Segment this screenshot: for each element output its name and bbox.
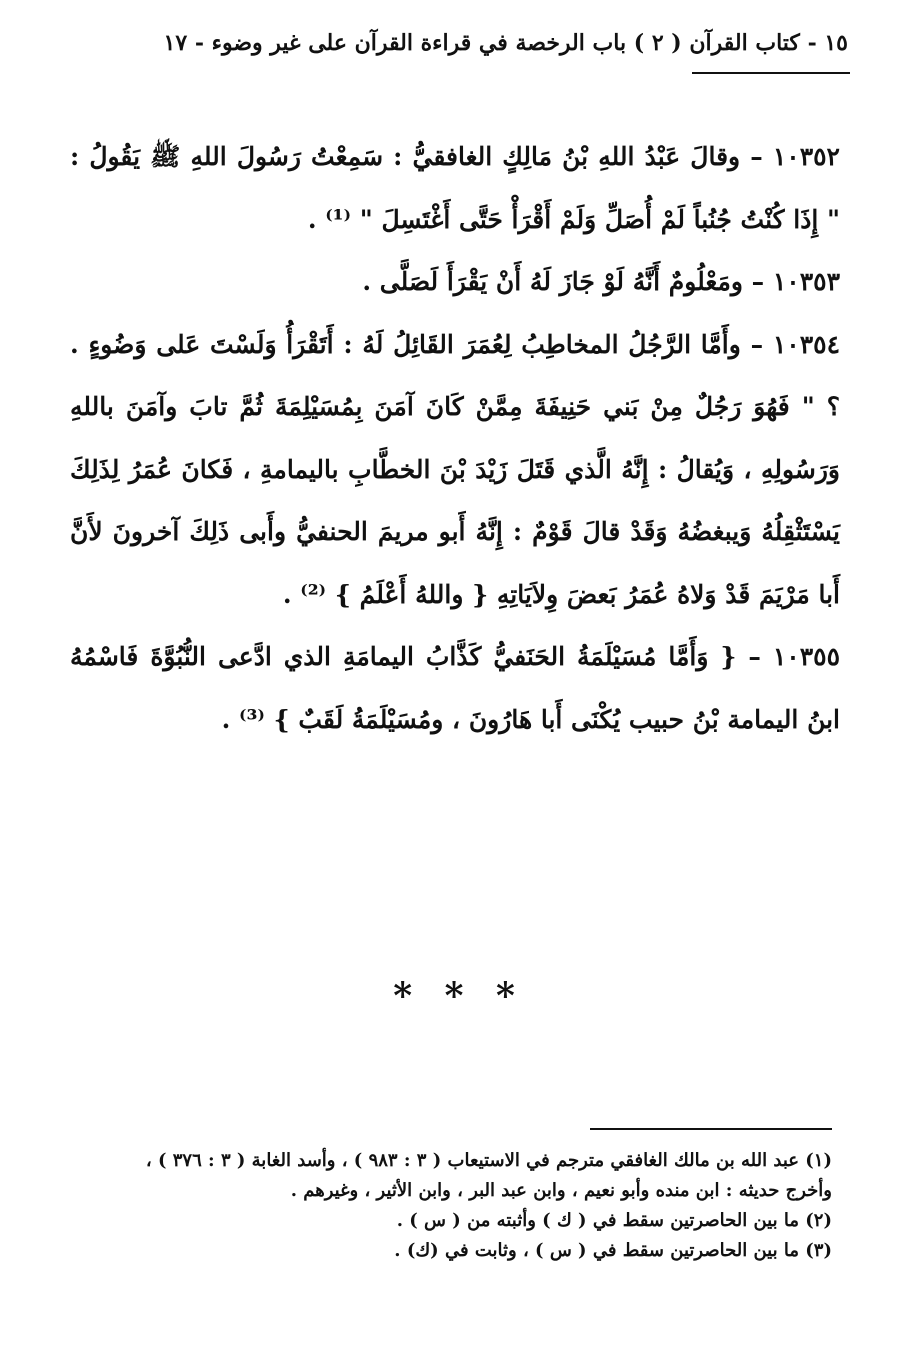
- header-rule: [692, 72, 850, 74]
- paragraph-10355: [70, 626, 840, 751]
- section-separator: * * *: [393, 975, 525, 1017]
- footnote-3: (٣) ما بين الحاصرتين سقط في ( س ) ، وثابت في (ك) .: [394, 1240, 832, 1261]
- footnote-1-continued: وأخرج حديثه : ابن منده وأبو نعيم ، وابن عبد البر ، وابن الأثير ، وغيرهم .: [290, 1180, 832, 1201]
- main-text: [70, 126, 840, 751]
- paragraph-number: ١٠٣٥٤: [772, 329, 840, 359]
- footnotes: [56, 1146, 832, 1266]
- paragraph-10353: [70, 251, 840, 314]
- footnote-2: (٢) ما بين الحاصرتين سقط في ( ك ) وأثبته من ( س ) .: [396, 1210, 832, 1231]
- paragraph-10352: [70, 126, 840, 251]
- paragraph-number: ١٠٣٥٢: [772, 142, 840, 171]
- footnote-rule: [590, 1128, 832, 1130]
- paragraph-text: – ومَعْلُومٌ أَنَّهُ لَوْ جَازَ لَهُ أَنْ يَقْرَأَ لَصَلَّى .: [362, 267, 765, 296]
- running-head: ١٥ - كتاب القرآن ( ٢ ) باب الرخصة في قراءة القرآن على غير وضوء - ١٧: [163, 30, 848, 56]
- paragraph-text: – وأَمَّا الرَّجُلُ المخاطِبُ لِعُمَرَ القَائِلُ لَهُ : أَتَقْرَأُ وَلَسْتَ عَلى وَضُوءٍ . ؟ " فَهُوَ رَجُلٌ مِنْ بَني حَنِيفَةَ مِمَّنْ كَانَ آمَنَ بِمُسَيْلِمَةَ ثُمَّ تابَ وآمَنَ باللهِ وَرَسُولِهِ ، وَيُقالُ : إِنَّهُ الَّذي قَتَلَ زَيْدَ بْنَ الخطَّابِ باليمامةِ ، فَكانَ عُمَرُ لِذَلِكَ يَسْتَثْقِلُهُ وَيبغضُهُ وَقَدْ قالَ قَوْمٌ : إِنَّهُ أَبو مريمَ الحنفيُّ وأَبى ذَلِكَ آخرونَ لأَنَّ أَبا مَرْيَمَ قَدْ وَلاهُ عُمَرُ بَعضَ وِلاَيَاتِهِ { واللهُ أَعْلَمُ } ⁽²⁾ .: [70, 329, 840, 609]
- paragraph-text: – وقالَ عَبْدُ اللهِ بْنُ مَالِكٍ الغافقيُّ : سَمِعْتُ رَسُولَ اللهِ ﷺ يَقُولُ : " إِذَا كُنْتُ جُنُباً لَمْ أُصَلِّ وَلَمْ أَقْرَأْ حَتَّى أَغْتَسِلَ " ⁽¹⁾ .: [70, 142, 840, 234]
- paragraph-text: – { وَأَمَّا مُسَيْلَمَةُ الحَنَفيُّ كَذَّابُ اليمامَةِ الذي ادَّعى النُّبُوَّةَ فَاسْمُهُ ابنُ اليمامة بْنُ حبيب يُكْنَى أَبا هَارُونَ ، ومُسَيْلَمَةُ لَقَبٌ } ⁽³⁾ .: [70, 642, 840, 734]
- paragraph-10354: [70, 314, 840, 627]
- paragraph-number: ١٠٣٥٥: [772, 642, 840, 671]
- footnote-1: (١) عبد الله بن مالك الغافقي مترجم في الاستيعاب ( ٣ : ٩٨٣ ) ، وأسد الغابة ( ٣ : ٣٧٦ ) ،: [145, 1150, 832, 1171]
- paragraph-number: ١٠٣٥٣: [772, 267, 840, 296]
